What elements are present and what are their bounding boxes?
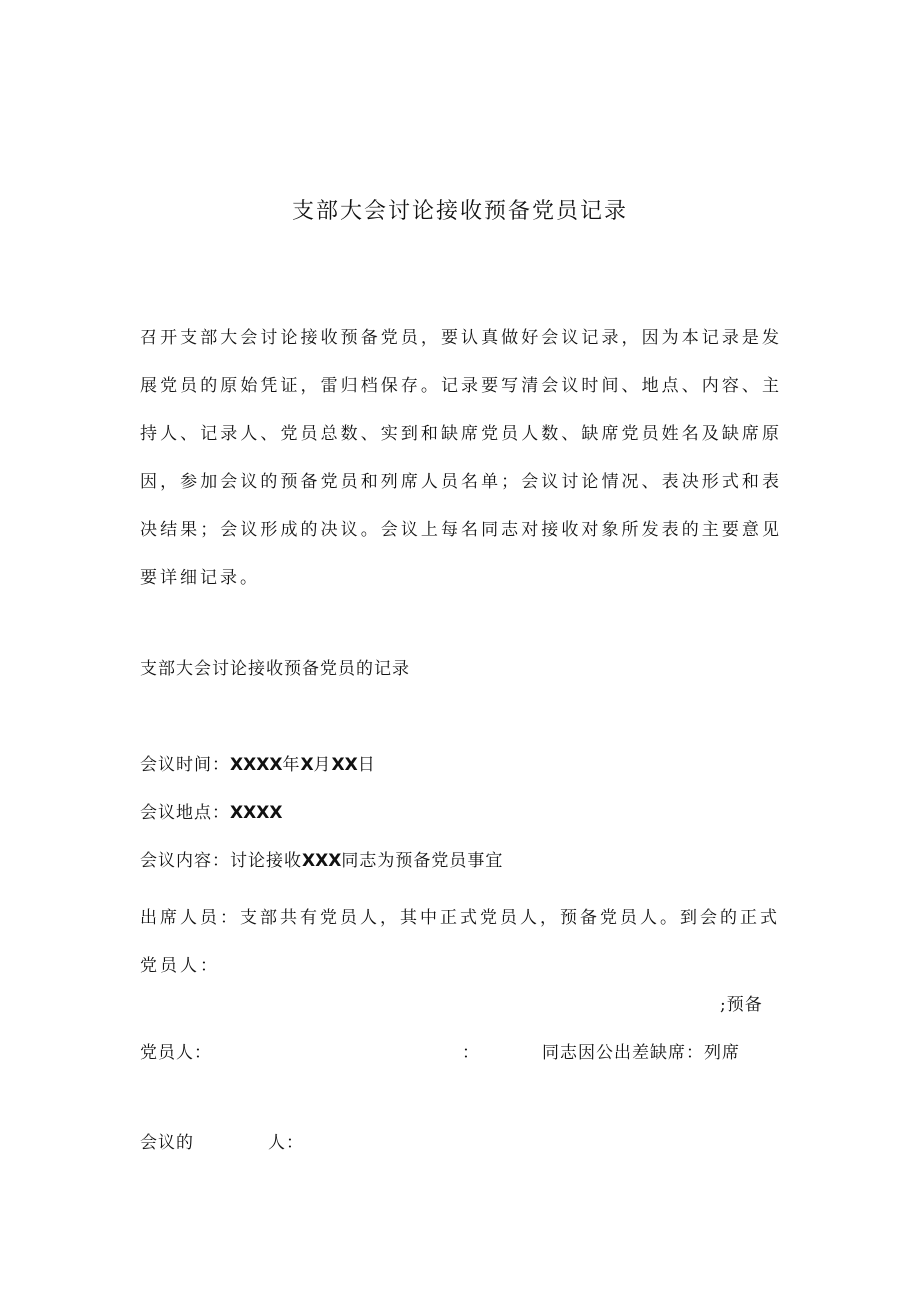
meeting-content-name: XXX (302, 851, 342, 871)
fragment-absent-reason: 同志因公出差缺席：列席 (542, 1043, 740, 1063)
record-subtitle: 支部大会讨论接收预备党员的记录 (140, 659, 410, 679)
fragment-party-members: 党员人： (140, 1043, 212, 1063)
meeting-place-value: XXXX (230, 803, 283, 823)
meeting-time-line (140, 750, 376, 780)
document-title: 支部大会讨论接收预备党员记录 (291, 199, 628, 224)
meeting-content-suffix: 同志为预备党员事宜 (341, 851, 504, 871)
intro-paragraph: 召开支部大会讨论接收预备党员，要认真做好会议记录，因为本记录是发展党员的原始凭证，雷归档保存。记录要写清会议时间、地点、内容、主持人、记录人、党员总数、实到和缺席党员人数、缺席党员姓名及缺席原因，参加会议的预备党员和列席人员名单；会议讨论情况、表决形式和表决结果；会议形成的决议。会议上每名同志对接收对象所发表的主要意见要详细记录。 (140, 328, 782, 588)
meeting-year-unit: 年 (282, 755, 301, 775)
meeting-content-label: 会议内容： (140, 851, 230, 871)
meeting-place-label: 会议地点： (140, 803, 230, 823)
meeting-month-unit: 月 (313, 755, 332, 775)
meeting-place-line (140, 798, 282, 828)
fragment-colon: ： (462, 1043, 480, 1063)
fragment-semicolon-prebei: ;预备 (720, 995, 763, 1015)
meeting-content-prefix: 讨论接收 (230, 851, 302, 871)
meeting-day-unit: 日 (357, 755, 376, 775)
meeting-month: X (300, 755, 314, 775)
fragment-meeting-of: 会议的 (140, 1133, 194, 1153)
meeting-year: XXXX (230, 755, 283, 775)
attendees-paragraph: 出席人员：支部共有党员人，其中正式党员人，预备党员人。到会的正式党员人： (140, 908, 780, 976)
meeting-content-line (140, 846, 503, 876)
meeting-day: XX (331, 755, 358, 775)
fragment-person: 人： (268, 1133, 304, 1153)
meeting-time-label: 会议时间： (140, 755, 230, 775)
